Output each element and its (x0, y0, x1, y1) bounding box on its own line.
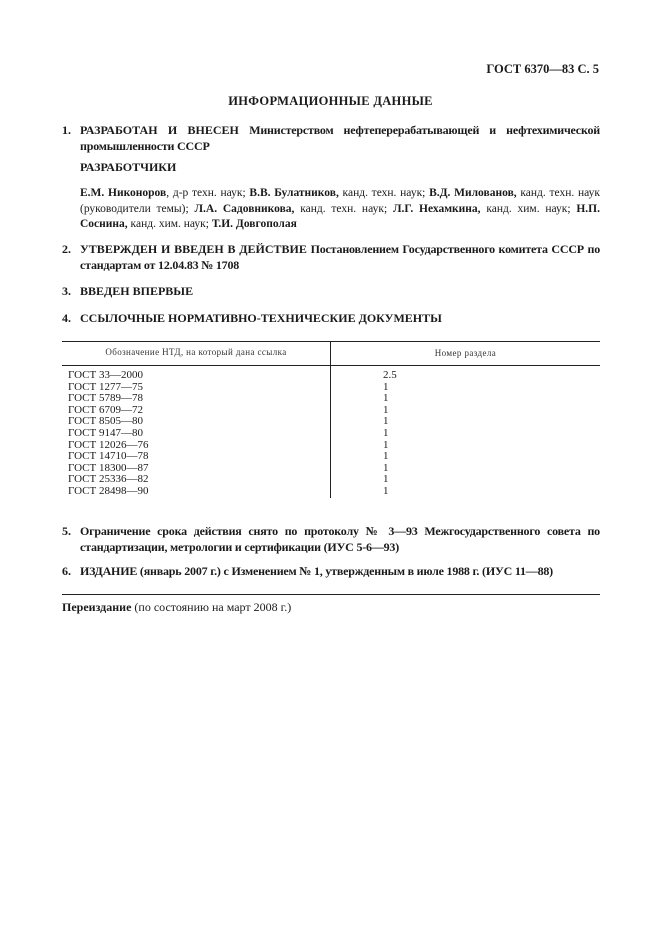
section-number: 1. (62, 123, 71, 137)
developer-degree: канд. хим. наук; (480, 202, 577, 215)
cell-document: ГОСТ 25336—82 (68, 473, 149, 486)
reference-table (62, 341, 600, 498)
cell-section: 1 (331, 428, 601, 440)
divider (62, 594, 600, 595)
cell-section: 1 (331, 474, 601, 486)
section-number: 3. (62, 284, 71, 298)
developer-degree: , д-р техн. наук; (166, 187, 250, 199)
reprint-note (62, 600, 291, 615)
section-number: 2. (62, 242, 71, 256)
section-number: 6. (62, 564, 71, 578)
cell-section: 1 (331, 451, 601, 463)
reprint-label: Переиздание (62, 600, 132, 614)
section-number: 5. (62, 524, 71, 538)
developer-name: Л.А. Садовникова, (194, 202, 295, 215)
reprint-text: (по состоянию на март 2008 г.) (131, 600, 292, 614)
developer-degree: канд. хим. наук; (127, 218, 212, 230)
developer-name: В.В. Булатников, (249, 187, 339, 199)
cell-section: 1 (331, 405, 601, 417)
section-number: 4. (62, 311, 71, 325)
section-1 (62, 122, 600, 154)
developer-degree: канд. техн. наук; (338, 187, 430, 199)
table-row (62, 428, 600, 440)
cell-document: ГОСТ 5789—78 (68, 392, 143, 405)
table-row (62, 366, 600, 382)
section-4 (62, 310, 600, 326)
cell-section: 1 (331, 463, 601, 475)
page-header: ГОСТ 6370—83 С. 5 (486, 62, 599, 76)
section-lead: ВВЕДЕН ВПЕРВЫЕ (80, 284, 194, 298)
developer-name: Н.П. Соснина, (80, 202, 600, 230)
cell-section: 1 (331, 486, 601, 498)
cell-section: 1 (331, 440, 601, 452)
cell-document: ГОСТ 14710—78 (68, 450, 149, 463)
table-row (62, 451, 600, 463)
cell-document: ГОСТ 28498—90 (68, 484, 149, 497)
page-title: ИНФОРМАЦИОННЫЕ ДАННЫЕ (228, 94, 433, 108)
developer-degree: канд. техн. наук; (294, 202, 393, 215)
cell-document: ГОСТ 12026—76 (68, 438, 149, 451)
developer-degree: канд. техн. наук (руководители темы); (80, 187, 600, 215)
cell-document: ГОСТ 9147—80 (68, 426, 143, 439)
section-lead: УТВЕРЖДЕН И ВВЕДЕН В ДЕЙСТВИЕ (80, 242, 307, 256)
section-lead: РАЗРАБОТАН И ВНЕСЕН (80, 123, 239, 137)
developer-name: Л.Г. Нехамкина, (392, 202, 481, 215)
cell-document: ГОСТ 33—2000 (68, 369, 143, 381)
section-text: Ограничение срока действия снято по протоколу № 3—93 Межгосударственного совета по стандартизации, метрологии и сертификации (ИУС 5-6—93) (80, 524, 600, 554)
cell-section: 1 (331, 393, 601, 405)
developers-title: РАЗРАБОТЧИКИ (80, 160, 177, 174)
developer-name: В.Д. Милованов, (429, 187, 517, 199)
cell-document: ГОСТ 1277—75 (68, 380, 143, 393)
developers-list (80, 186, 600, 233)
cell-section: 2.5 (331, 366, 601, 382)
cell-section: 1 (331, 416, 601, 428)
cell-document: ГОСТ 6709—72 (68, 403, 143, 416)
section-6 (62, 563, 600, 579)
section-text: Министерством нефтеперерабатывающей и нефтехимической промышленности СССР (80, 123, 601, 153)
section-text: Постановлением Государственного комитета СССР по стандартам от 12.04.83 № 1708 (80, 242, 601, 272)
cell-document: ГОСТ 18300—87 (68, 461, 149, 474)
section-3 (62, 283, 600, 299)
cell-section: 1 (331, 382, 601, 394)
table-header-row (62, 342, 600, 366)
col-header-section: Номер раздела (331, 342, 601, 366)
cell-document: ГОСТ 8505—80 (68, 415, 143, 428)
developer-name: Е.М. Никоноров (80, 187, 167, 199)
section-lead: ССЫЛОЧНЫЕ НОРМАТИВНО-ТЕХНИЧЕСКИЕ ДОКУМЕНТЫ (80, 311, 442, 325)
section-5 (62, 523, 600, 555)
col-header-document: Обозначение НТД, на который дана ссылка (62, 342, 331, 366)
section-2 (62, 241, 600, 273)
developer-name: Т.И. Довгополая (211, 218, 297, 230)
table-row (62, 486, 600, 498)
section-text: ИЗДАНИЕ (январь 2007 г.) с Изменением № 1, утвержденным в июле 1988 г. (ИУС 11—88) (80, 564, 553, 578)
